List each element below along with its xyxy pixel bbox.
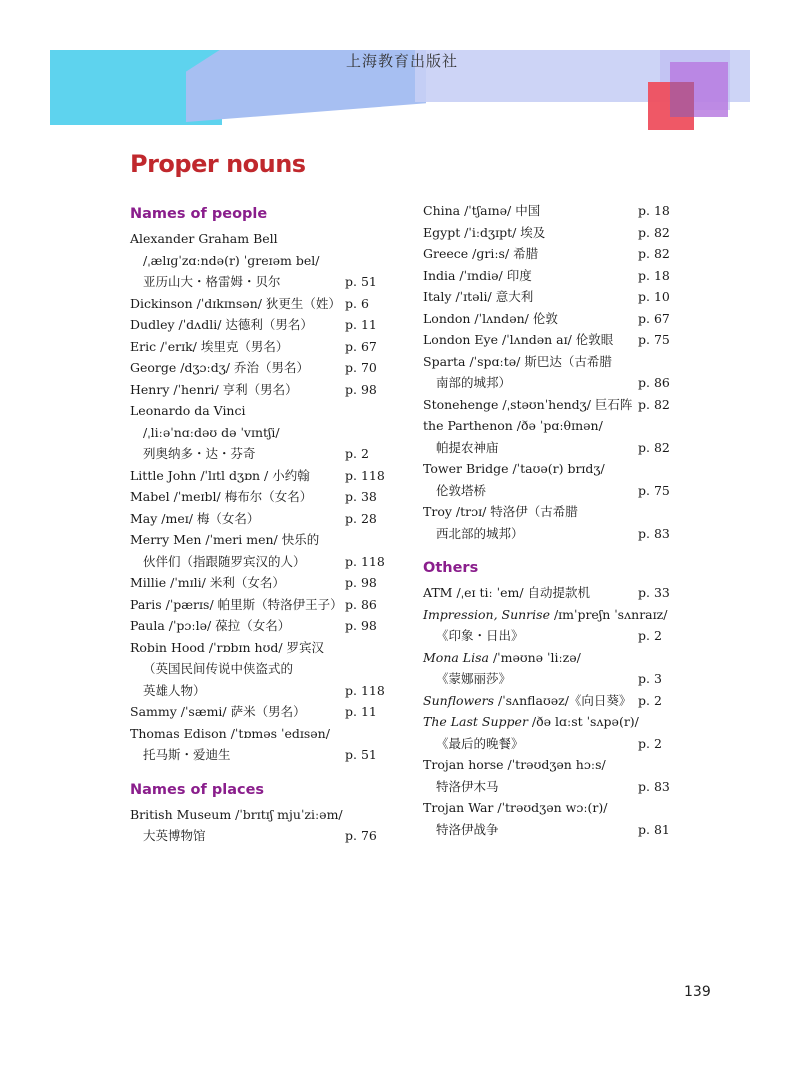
work-title: The Last Supper	[423, 714, 528, 729]
entry-page: p. 28	[345, 510, 377, 526]
entry-text: （英国民间传说中侠盗式的	[143, 661, 294, 676]
publisher-name: 上海教育出版社	[346, 52, 459, 70]
work-title: Mona Lisa	[423, 649, 489, 665]
entry-page: p. 82	[638, 396, 670, 412]
entry-text: /ˌælɪɡˈzɑːndə(r) ˈɡreɪəm bel/	[143, 252, 320, 268]
entry-text: Sunflowers /ˈsʌnflaʊəz/《向日葵》	[423, 692, 632, 708]
right-column	[423, 200, 683, 840]
entry-page: p. 6	[345, 295, 369, 311]
entry-page: p. 11	[345, 704, 377, 719]
index-entry	[423, 286, 683, 308]
index-entry	[423, 797, 683, 819]
entry-page: p. 33	[638, 585, 670, 600]
index-entry	[130, 529, 390, 551]
index-entry	[130, 400, 390, 422]
index-entry	[423, 437, 683, 459]
entry-text: Little John /ˈlɪtl dʒɒn / 小约翰	[130, 467, 310, 483]
index-entry	[130, 250, 390, 272]
index-entry	[423, 265, 683, 287]
index-entry	[423, 625, 683, 647]
entry-text: Eric /ˈerɪk/ 埃里克（男名）	[130, 338, 289, 354]
entry-page: p. 76	[345, 828, 377, 843]
entry-text: Leonardo da Vinci	[130, 403, 246, 418]
entry-text: Stonehenge /ˌstəʊnˈhendʒ/ 巨石阵	[423, 396, 633, 412]
index-entry	[130, 508, 390, 530]
index-entry	[423, 415, 683, 437]
entry-page: p. 11	[345, 317, 377, 332]
entry-page: p. 86	[638, 375, 670, 390]
index-entry	[130, 465, 390, 487]
index-entry	[423, 372, 683, 394]
entry-text: 大英博物馆	[143, 828, 206, 843]
entry-text: /ˌliːəˈnɑːdəʊ də ˈvɪntʃi/	[143, 424, 280, 440]
entry-text: The Last Supper /ðə lɑːst ˈsʌpə(r)/	[423, 714, 639, 729]
entry-text: ATM /ˌeɪ tiː ˈem/ 自动提款机	[423, 585, 591, 600]
index-entry	[423, 754, 683, 776]
section-heading: Names of places	[130, 781, 265, 798]
index-entry	[423, 200, 683, 222]
entry-text: Egypt /ˈiːdʒɪpt/ 埃及	[423, 224, 546, 240]
entry-text: London Eye /ˈlʌndən aɪ/ 伦敦眼	[423, 332, 614, 347]
work-title: Impression, Sunrise	[423, 606, 550, 622]
entry-text: Mabel /ˈmeɪbl/ 梅布尔（女名）	[130, 489, 313, 504]
entry-page: p. 51	[345, 274, 377, 289]
entry-text: 南部的城邦）	[436, 375, 512, 390]
entry-text: China /ˈtʃaɪnə/ 中国	[423, 203, 541, 218]
entry-text: George /dʒɔːdʒ/ 乔治（男名）	[130, 360, 309, 375]
index-entry	[423, 582, 683, 604]
entry-text: British Museum /ˈbrɪtɪʃ mjuˈziːəm/	[130, 806, 343, 822]
index-entry	[423, 308, 683, 330]
entry-text: 亚历山大・格雷姆・贝尔	[143, 274, 281, 289]
entry-page: p. 81	[638, 821, 670, 837]
entry-page: p. 98	[345, 618, 377, 633]
entry-text: Trojan War /ˈtrəʊdʒən wɔː(r)/	[423, 800, 608, 815]
entry-page: p. 51	[345, 747, 377, 762]
index-entry	[423, 501, 683, 523]
entry-page: p. 82	[638, 224, 670, 240]
entry-page: p. 98	[345, 381, 377, 397]
entry-page: p. 83	[638, 525, 670, 541]
entry-text: India /ˈɪndiə/ 印度	[423, 267, 532, 283]
entry-text: the Parthenon /ðə ˈpɑːθɪnən/	[423, 418, 603, 433]
entry-text: 伙伴们（指跟随罗宾汉的人）	[143, 553, 306, 569]
index-entry	[130, 293, 390, 315]
entry-text: 托马斯・爱迪生	[143, 747, 231, 762]
left-column	[130, 200, 390, 847]
index-entry	[130, 825, 390, 847]
index-entry	[423, 604, 683, 626]
entry-text: London /ˈlʌndən/ 伦敦	[423, 310, 558, 326]
index-entry	[423, 329, 683, 351]
entry-text: 帕提农神庙	[436, 439, 499, 455]
entry-text: Robin Hood /ˈrɒbɪn hʊd/ 罗宾汉	[130, 639, 325, 655]
index-entry	[423, 819, 683, 841]
index-entry	[130, 228, 390, 250]
work-title: Sunflowers	[423, 692, 495, 708]
entry-page: p. 75	[638, 482, 670, 498]
page-number: 139	[684, 984, 711, 1000]
index-entry	[130, 723, 390, 745]
entry-page: p. 118	[345, 553, 385, 569]
entry-text: Sammy /ˈsæmi/ 萨米（男名）	[130, 704, 306, 719]
section-heading: Others	[423, 560, 479, 576]
entry-text: Dickinson /ˈdɪkɪnsən/ 狄更生（姓）	[130, 295, 341, 311]
index-entry	[130, 336, 390, 358]
index-entry	[423, 243, 683, 265]
page-title: Proper nouns	[130, 150, 306, 178]
entry-page: p. 75	[638, 332, 670, 347]
entry-text: Sparta /ˈspɑːtə/ 斯巴达（古希腊	[423, 353, 612, 369]
entry-page: p. 18	[638, 203, 670, 218]
entry-page: p. 118	[345, 682, 385, 698]
index-entry	[130, 594, 390, 616]
entry-text: Trojan horse /ˈtrəʊdʒən hɔːs/	[423, 757, 606, 772]
entry-text: 特洛伊战争	[436, 821, 499, 837]
index-entry	[423, 458, 683, 480]
entry-text: Impression, Sunrise /ɪmˈpreʃn ˈsʌnraɪz/	[423, 606, 668, 622]
entry-page: p. 2	[638, 692, 662, 708]
index-entry	[130, 486, 390, 508]
entry-text: Greece /ɡriːs/ 希腊	[423, 246, 539, 261]
entry-text: 《印象・日出》	[436, 628, 524, 643]
entry-page: p. 67	[638, 310, 670, 326]
index-entry	[130, 551, 390, 573]
entry-page: p. 2	[638, 735, 662, 751]
entry-text: Mona Lisa /ˈməʊnə ˈliːzə/	[423, 649, 581, 665]
entry-text: 列奥纳多・达・芬奇	[143, 446, 256, 461]
entry-text: May /meɪ/ 梅（女名）	[130, 510, 260, 526]
index-entry	[130, 615, 390, 637]
index-entry	[130, 357, 390, 379]
header-square-overlap	[670, 82, 694, 117]
entry-text: 特洛伊木马	[436, 778, 499, 794]
index-entry	[423, 222, 683, 244]
entry-page: p. 83	[638, 778, 670, 794]
entry-text: 《最后的晚餐》	[436, 735, 524, 751]
index-entry	[130, 422, 390, 444]
index-entry	[130, 379, 390, 401]
entry-text: Paris /ˈpærɪs/ 帕里斯（特洛伊王子）	[130, 596, 343, 612]
entry-page: p. 98	[345, 575, 377, 590]
index-entry	[130, 680, 390, 702]
entry-text: Henry /ˈhenri/ 亨利（男名）	[130, 381, 298, 397]
entry-page: p. 67	[345, 338, 377, 354]
index-entry	[130, 314, 390, 336]
entry-text: Alexander Graham Bell	[130, 231, 278, 246]
index-entry	[130, 637, 390, 659]
index-entry	[423, 711, 683, 733]
entry-text: Tower Bridge /ˈtaʊə(r) brɪdʒ/	[423, 461, 605, 476]
entry-text: Troy /trɔɪ/ 特洛伊（古希腊	[423, 504, 578, 519]
entry-page: p. 18	[638, 267, 670, 283]
index-entry	[130, 443, 390, 465]
entry-text: Merry Men /ˈmeri men/ 快乐的	[130, 532, 320, 547]
index-entry	[423, 647, 683, 669]
entry-page: p. 82	[638, 246, 670, 261]
index-entry	[130, 572, 390, 594]
entry-page: p. 38	[345, 489, 377, 504]
entry-text: 英雄人物）	[143, 682, 206, 698]
index-entry	[423, 523, 683, 545]
entry-page: p. 2	[638, 628, 662, 643]
entry-text: Thomas Edison /ˈtɒməs ˈedɪsən/	[130, 725, 330, 741]
entry-text: 《蒙娜丽莎》	[436, 671, 512, 686]
entry-page: p. 118	[345, 467, 385, 483]
index-entry	[423, 480, 683, 502]
header-band	[0, 0, 800, 140]
entry-text: Millie /ˈmɪli/ 米利（女名）	[130, 575, 285, 590]
entry-page: p. 86	[345, 596, 377, 612]
index-entry	[130, 658, 390, 680]
entry-text: 西北部的城邦）	[436, 525, 524, 541]
section-heading: Names of people	[130, 206, 268, 222]
entry-page: p. 10	[638, 289, 670, 304]
entry-text: 伦敦塔桥	[436, 482, 487, 498]
index-entry	[423, 690, 683, 712]
entry-text: Dudley /ˈdʌdli/ 达德利（男名）	[130, 317, 313, 332]
entry-text: Italy /ˈɪtəli/ 意大利	[423, 289, 534, 304]
index-entry	[130, 271, 390, 293]
index-entry	[423, 394, 683, 416]
entry-text: Paula /ˈpɔːlə/ 葆拉（女名）	[130, 618, 291, 633]
entry-page: p. 2	[345, 446, 369, 461]
index-entry	[130, 744, 390, 766]
index-entry	[130, 804, 390, 826]
index-entry	[423, 351, 683, 373]
entry-page: p. 3	[638, 671, 662, 686]
entry-page: p. 82	[638, 439, 670, 455]
index-entry	[423, 668, 683, 690]
index-entry	[130, 701, 390, 723]
index-entry	[423, 776, 683, 798]
index-entry	[423, 733, 683, 755]
entry-page: p. 70	[345, 360, 377, 375]
